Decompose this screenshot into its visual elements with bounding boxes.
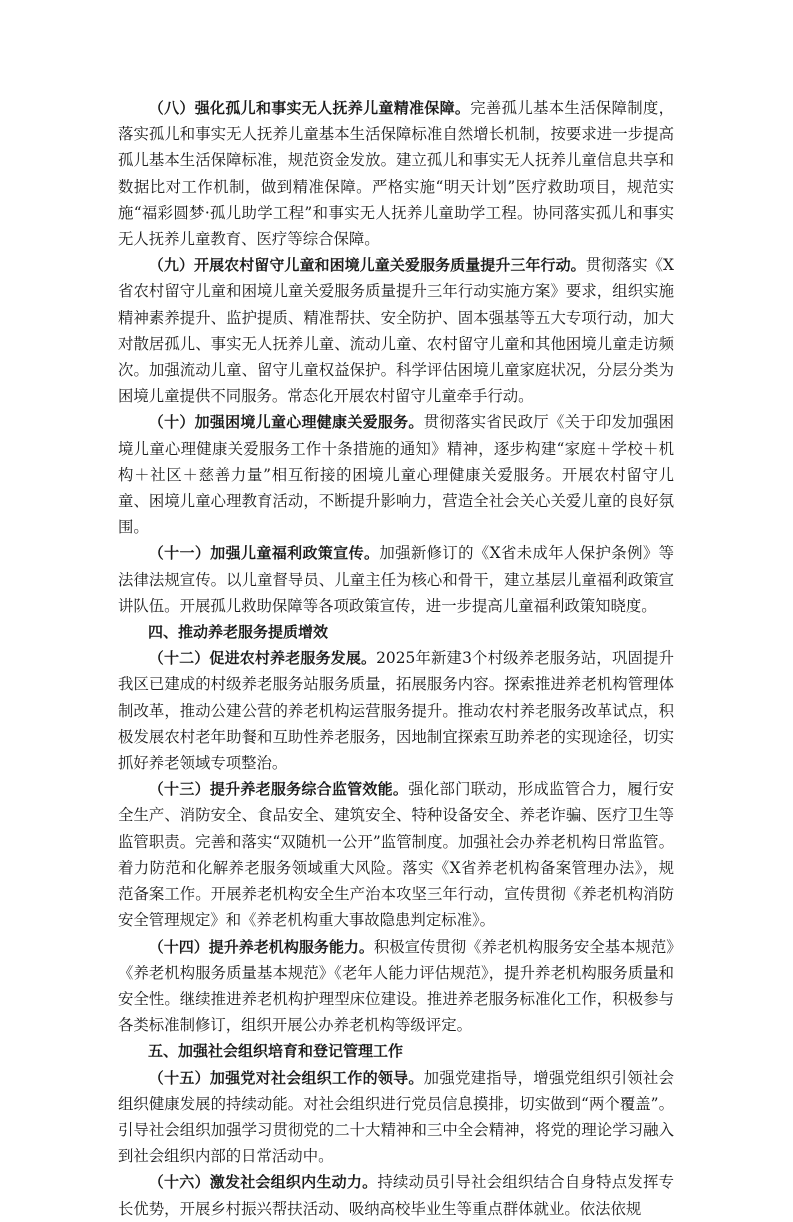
- paragraph-title: （十五）加强党对社会组织工作的领导。: [148, 1068, 424, 1087]
- paragraph-15: [118, 1065, 674, 1170]
- paragraph-body: 2025年新建3个村级养老服务站，巩固提升我区已建成的村级养老服务站服务质量，拓展服务内容。探索推进养老机构管理体制改革，推动公建公营的养老机构运营服务提升。推动农村养老服务改革试点，积极发展农村老年助餐和互助性养老服务，因地制宜探索互助养老的实现途径，切实抓好养老领域专项整治。: [118, 649, 674, 773]
- paragraph-9: [118, 252, 674, 409]
- paragraph-body: 完善孤儿基本生活保障制度，落实孤儿和事实无人抚养儿童基本生活保障标准自然增长机制，按要求进一步提高孤儿基本生活保障标准，规范资金发放。建立孤儿和事实无人抚养儿童信息共享和数据比对工作机制，做到精准保障。严格实施“明天计划”医疗救助项目，规范实施“福彩圆梦·孤儿助学工程”和事实无人抚养儿童助学工程。协同落实孤儿和事实无人抚养儿童教育、医疗等综合保障。: [118, 99, 674, 249]
- paragraph-title: （十）加强困境儿童心理健康关爱服务。: [148, 413, 424, 432]
- paragraph-title: （十四）提升养老机构服务能力。: [148, 937, 374, 956]
- paragraph-title: （十六）激发社会组织内生动力。: [148, 1173, 378, 1192]
- paragraph-11: [118, 540, 674, 619]
- paragraph-10: [118, 409, 674, 540]
- paragraph-14: [118, 934, 674, 1039]
- paragraph-body: 加强党建指导，增强党组织引领社会组织健康发展的持续动能。对社会组织进行党员信息摸排，切实做到“两个覆盖”。引导社会组织加强学习贯彻党的二十大精神和三中全会精神，将党的理论学习融入到社会组织内部的日常活动中。: [118, 1068, 674, 1166]
- paragraph-body: 贯彻落实省民政厅《关于印发加强困境儿童心理健康关爱服务工作十条措施的通知》精神，逐步构建“家庭＋学校＋机构＋社区＋慈善力量”相互衔接的困境儿童心理健康关爱服务。开展农村留守儿童、困境儿童心理教育活动，不断提升影响力，营造全社会关心关爱儿童的良好氛围。: [118, 413, 674, 537]
- document-page: [118, 95, 674, 1222]
- section-heading-4: 四、推动养老服务提质增效: [148, 623, 329, 642]
- paragraph-13: [118, 776, 674, 933]
- paragraph-title: （九）开展农村留守儿童和困境儿童关爱服务质量提升三年行动。: [148, 256, 586, 275]
- paragraph-8: [118, 95, 674, 252]
- paragraph-body: 强化部门联动，形成监管合力，履行安全生产、消防安全、食品安全、建筑安全、特种设备安全、养老诈骗、医疗卫生等监管职责。完善和落实“双随机一公开”监管制度。加强社会办养老机构日常监管。着力防范和化解养老服务领域重大风险。落实《X省养老机构备案管理办法》，规范备案工作。开展养老机构安全生产治本攻坚三年行动，宣传贯彻《养老机构消防安全管理规定》和《养老机构重大事故隐患判定标准》。: [118, 780, 674, 930]
- paragraph-body: 积极宣传贯彻《养老机构服务安全基本规范》《养老机构服务质量基本规范》《老年人能力评估规范》，提升养老机构服务质量和安全性。继续推进养老机构护理型床位建设。推进养老服务标准化工作，积极参与各类标准制修订，组织开展公办养老机构等级评定。: [118, 937, 674, 1035]
- paragraph-body: 加强新修订的《X省未成年人保护条例》等法律法规宣传。以儿童督导员、儿童主任为核心和骨干，建立基层儿童福利政策宣讲队伍。开展孤儿救助保障等各项政策宣传，进一步提高儿童福利政策知晓度。: [118, 544, 674, 615]
- paragraph-16: [118, 1169, 674, 1221]
- paragraph-title: （十一）加强儿童福利政策宣传。: [148, 544, 380, 563]
- paragraph-title: （八）强化孤儿和事实无人抚养儿童精准保障。: [148, 99, 471, 117]
- paragraph-12: [118, 645, 674, 776]
- paragraph-title: （十二）促进农村养老服务发展。: [148, 649, 377, 668]
- paragraph-body: 持续动员引导社会组织结合自身特点发挥专长优势，开展乡村振兴帮扶活动、吸纳高校毕业生等重点群体就业。依法依规: [118, 1173, 674, 1218]
- section-heading-5: 五、加强社会组织培育和登记管理工作: [148, 1042, 404, 1061]
- paragraph-body: 贯彻落实《X省农村留守儿童和困境儿童关爱服务质量提升三年行动实施方案》要求，组织实施精神素养提升、监护提质、精准帮扶、安全防护、固本强基等五大专项行动，加大对散居孤儿、事实无人抚养儿童、流动儿童、农村留守儿童和其他困境儿童走访频次。加强流动儿童、留守儿童权益保护。科学评估困境儿童家庭状况，分层分类为困境儿童提供不同服务。常态化开展农村留守儿童牵手行动。: [118, 256, 674, 406]
- paragraph-title: （十三）提升养老服务综合监管效能。: [148, 780, 409, 799]
